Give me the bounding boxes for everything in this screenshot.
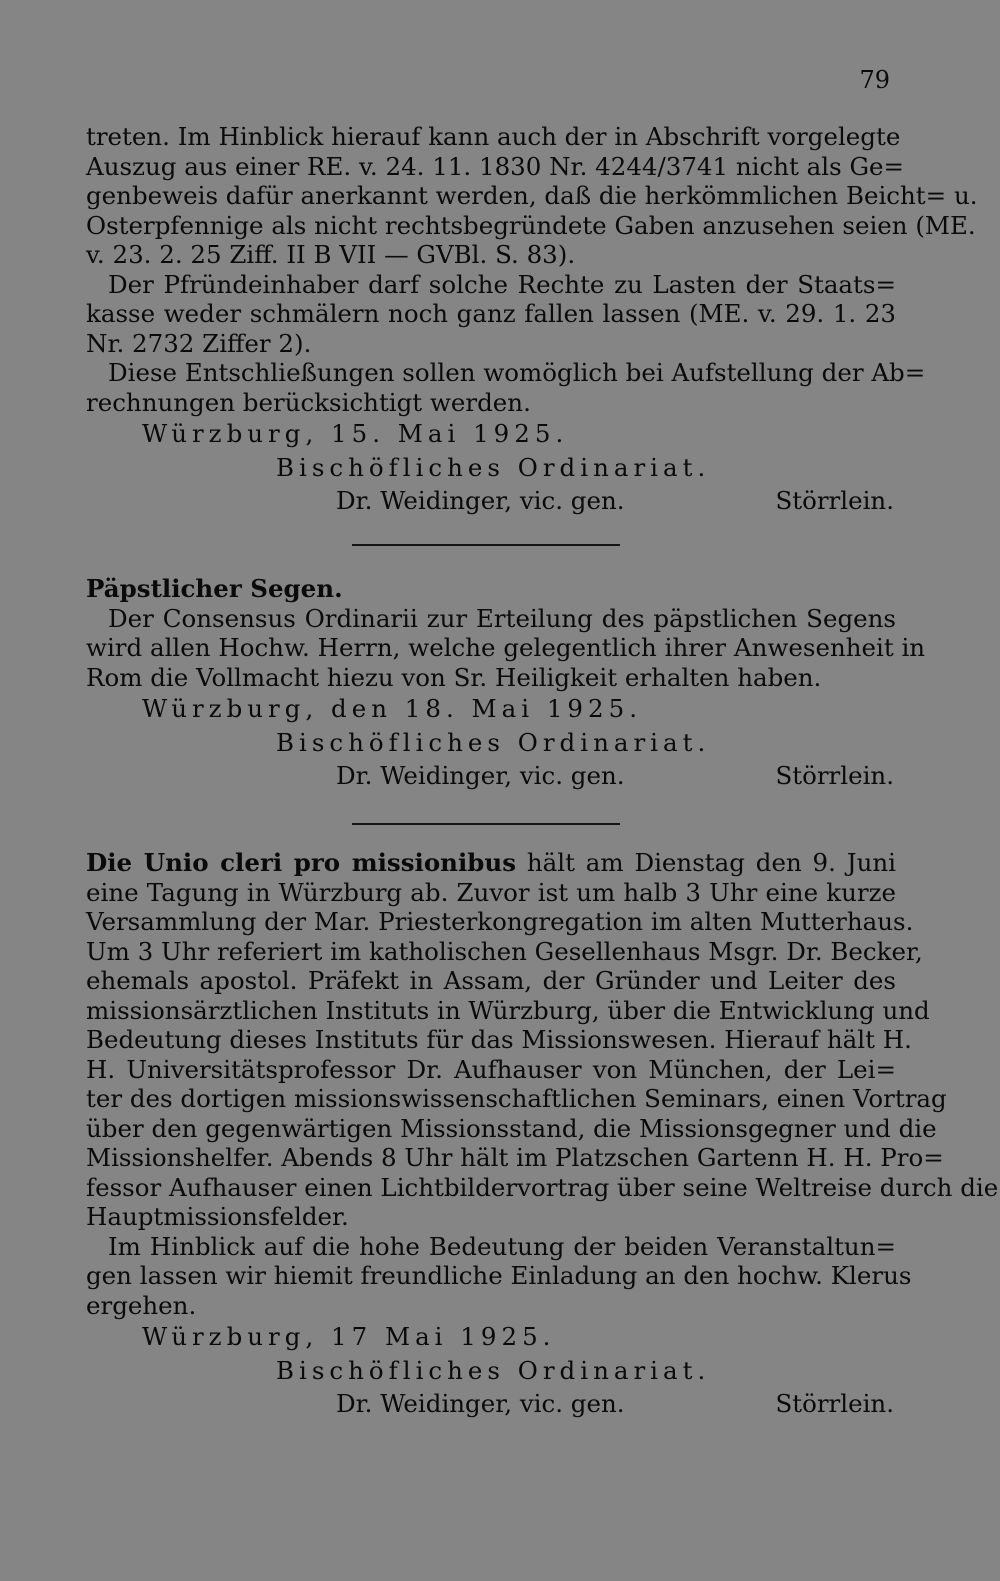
section-heading: Päpstlicher Segen. — [86, 574, 343, 603]
heading-continuation: hält am Dienstag den 9. Juni — [526, 848, 896, 877]
place-date: Würzburg, den 18. Mai 1925. — [142, 694, 642, 723]
section-papal-blessing — [86, 574, 926, 792]
text-line: Hauptmissionsfelder. — [86, 1202, 349, 1231]
text-line: Diese Entschließungen sollen womöglich bei Aufstellung der Ab= — [108, 358, 926, 387]
section-unio-cleri — [86, 848, 999, 1420]
text-line: missionsärztlichen Instituts in Würzburg, über die Entwicklung und — [86, 995, 930, 1025]
text-line: kasse weder schmälern noch ganz fallen lassen (ME. v. 29. 1. 23 — [86, 299, 896, 328]
text-line: Nr. 2732 Ziffer 2). — [86, 328, 312, 358]
section-heading: Die Unio cleri pro missionibus — [86, 848, 517, 877]
section-continuation — [86, 122, 978, 517]
signer-left: Dr. Weidinger, vic. gen. — [336, 761, 625, 790]
text-line: Der Consensus Ordinarii zur Erteilung des päpstlichen Segens — [108, 603, 896, 633]
text-line: fessor Aufhauser einen Lichtbildervortrag über seine Weltreise durch die — [86, 1172, 999, 1202]
section-divider — [352, 823, 620, 825]
text-line: Bedeutung dieses Instituts für das Missionswesen. Hierauf hält H. — [86, 1025, 912, 1054]
text-line: ehemals apostol. Präfekt in Assam, der Gründer und Leiter des — [86, 966, 896, 995]
text-line: Der Pfründeinhaber darf solche Rechte zu Lasten der Staats= — [108, 269, 896, 299]
text-line — [86, 848, 896, 878]
place-date: Würzburg, 17 Mai 1925. — [142, 1322, 556, 1351]
text-line: Auszug aus einer RE. v. 24. 11. 1830 Nr. 4244/3741 nicht als Ge= — [86, 151, 905, 181]
text-line: H. Universitätsprofessor Dr. Aufhauser von München, der Lei= — [86, 1054, 896, 1084]
signer-right: Störrlein. — [775, 1389, 894, 1418]
signer-right: Störrlein. — [775, 761, 894, 790]
text-line: Missionshelfer. Abends 8 Uhr hält im Platzschen Gartenn H. H. Pro= — [86, 1143, 944, 1172]
issuer-line: Bischöfliches Ordinariat. — [276, 728, 711, 757]
text-line: ter des dortigen missionswissenschaftlichen Seminars, einen Vortrag — [86, 1084, 947, 1113]
text-line: Versammlung der Mar. Priesterkongregation im alten Mutterhaus. — [86, 907, 914, 936]
section-divider — [352, 544, 620, 546]
signer-left: Dr. Weidinger, vic. gen. — [336, 486, 625, 515]
text-line: Rom die Vollmacht hiezu von Sr. Heiligkeit erhalten haben. — [86, 662, 822, 692]
text-line: rechnungen berücksichtigt werden. — [86, 387, 531, 417]
text-line: über den gegenwärtigen Missionsstand, die Missionsgegner und die — [86, 1113, 937, 1143]
text-line: genbeweis dafür anerkannt werden, daß die herkömmlichen Beicht= u. — [86, 181, 978, 210]
signer-left: Dr. Weidinger, vic. gen. — [336, 1389, 625, 1418]
text-line: gen lassen wir hiemit freundliche Einladung an den hochw. Klerus — [86, 1261, 912, 1290]
signer-right: Störrlein. — [775, 486, 894, 515]
text-line: ergehen. — [86, 1290, 197, 1320]
text-line: treten. Im Hinblick hierauf kann auch der in Abschrift vorgelegte — [86, 122, 901, 151]
page-number: 79 — [859, 66, 890, 94]
signature-row — [86, 485, 896, 517]
text-line: Osterpfennige als nicht rechtsbegründete Gaben anzusehen seien (ME. — [86, 210, 976, 240]
text-line: Im Hinblick auf die hohe Bedeutung der beiden Veranstaltun= — [108, 1231, 896, 1261]
text-line: eine Tagung in Würzburg ab. Zuvor ist um halb 3 Uhr eine kurze — [86, 877, 896, 907]
issuer-line: Bischöfliches Ordinariat. — [276, 1356, 711, 1385]
place-date: Würzburg, 15. Mai 1925. — [142, 419, 569, 448]
issuer-line: Bischöfliches Ordinariat. — [276, 453, 711, 482]
signature-row — [86, 760, 896, 792]
text-line: v. 23. 2. 25 Ziff. II B VII — GVBl. S. 83). — [86, 240, 576, 269]
text-line: Um 3 Uhr referiert im katholischen Gesellenhaus Msgr. Dr. Becker, — [86, 936, 923, 966]
text-line: wird allen Hochw. Herrn, welche gelegentlich ihrer Anwesenheit in — [86, 633, 926, 662]
signature-row — [86, 1388, 896, 1420]
